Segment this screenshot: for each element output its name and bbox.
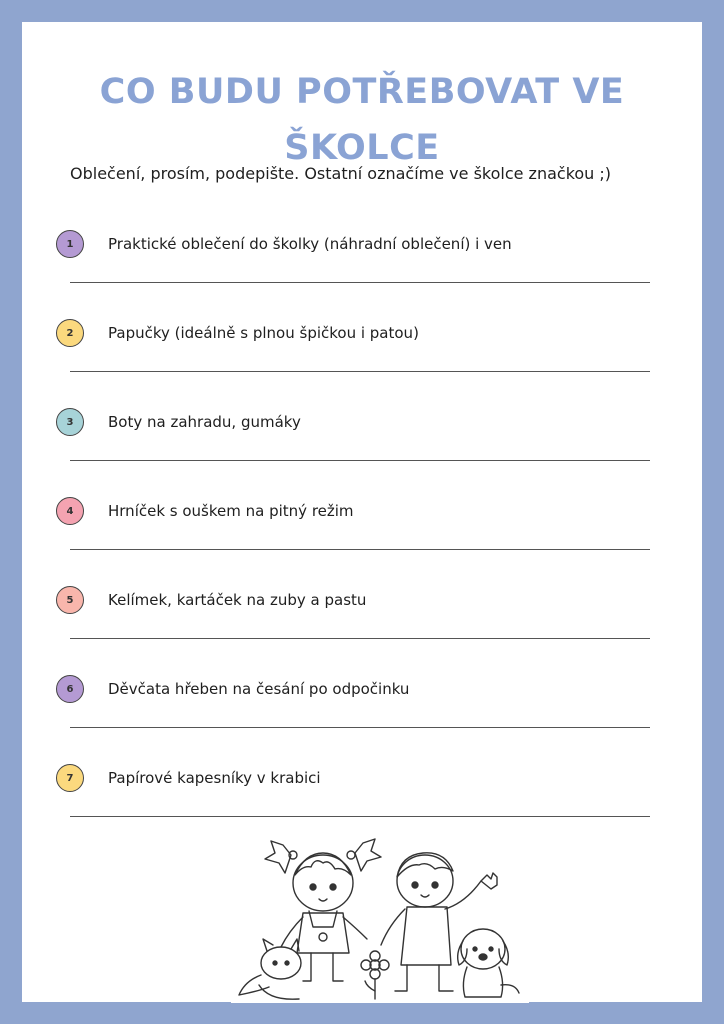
title-line-2: ŠKOLCE <box>284 128 440 168</box>
number-badge: 6 <box>56 675 84 703</box>
writing-line <box>70 282 650 283</box>
writing-line <box>70 638 650 639</box>
item-label: Hrníček s ouškem na pitný režim <box>108 502 354 520</box>
item-label: Děvčata hřeben na česání po odpočinku <box>108 680 410 698</box>
subtitle: Oblečení, prosím, podepište. Ostatní označíme ve školce značkou ;) <box>70 164 612 183</box>
list-item-6 <box>56 675 652 735</box>
girl-drawing <box>265 839 381 981</box>
page-title <box>22 64 702 176</box>
list-item-1 <box>56 230 652 290</box>
item-label: Papírové kapesníky v krabici <box>108 769 321 787</box>
list-item-7 <box>56 764 652 824</box>
writing-line <box>70 727 650 728</box>
list-item-3 <box>56 408 652 468</box>
boy-drawing <box>381 853 497 991</box>
writing-line <box>70 371 650 372</box>
item-label: Boty na zahradu, gumáky <box>108 413 301 431</box>
item-label: Praktické oblečení do školky (náhradní oblečení) i ven <box>108 235 512 253</box>
dog-drawing <box>458 929 519 997</box>
worksheet-page <box>22 22 702 1002</box>
writing-line <box>70 549 650 550</box>
item-label: Papučky (ideálně s plnou špičkou i patou) <box>108 324 419 342</box>
flower-drawing <box>361 951 389 999</box>
number-badge: 1 <box>56 230 84 258</box>
number-badge: 2 <box>56 319 84 347</box>
item-label: Kelímek, kartáček na zuby a pastu <box>108 591 367 609</box>
number-badge: 4 <box>56 497 84 525</box>
number-badge: 3 <box>56 408 84 436</box>
number-badge: 5 <box>56 586 84 614</box>
number-badge: 7 <box>56 764 84 792</box>
writing-line <box>70 460 650 461</box>
list-item-2 <box>56 319 652 379</box>
writing-line <box>70 816 650 817</box>
list-item-5 <box>56 586 652 646</box>
title-line-1: CO BUDU POTŘEBOVAT VE <box>99 72 625 112</box>
cat-drawing <box>239 939 301 999</box>
children-illustration <box>231 825 529 1003</box>
list-item-4 <box>56 497 652 557</box>
